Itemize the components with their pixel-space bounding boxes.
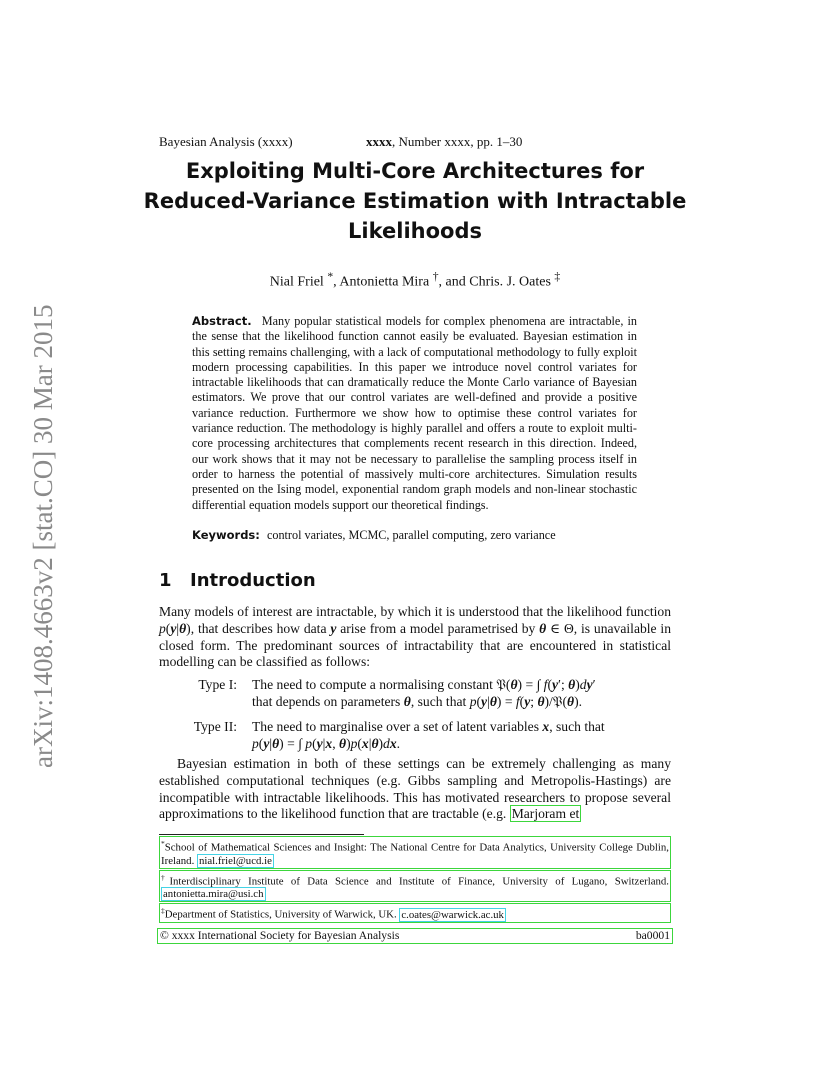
type-ii-text: The need to marginalise over a set of latent variables [252, 719, 543, 734]
email-link-friel[interactable]: nial.friel@ucd.ie [198, 854, 272, 867]
math-normalising-constant: 𝔓(θ) = ∫ f(y′; θ)dy′ [496, 677, 596, 692]
issue-details: , Number xxxx, pp. 1–30 [392, 134, 523, 149]
journal-name: Bayesian Analysis (xxxx) [159, 134, 293, 149]
citation-link-marjoram[interactable] [510, 805, 582, 822]
footnote-rule [159, 834, 364, 835]
math-theta: θ [539, 620, 547, 636]
intro-paragraph-2 [159, 756, 671, 823]
intro-paragraph-1: Many models of interest are intractable, by which it is understood that the likelihood function p(y|θ), that describes how data y arise from a model parametrised by θ ∈ Θ, is unavailable in closed form. The predominant sources of intractability that are encountered in statistical modelling can be classified as follows: [159, 604, 671, 670]
type-i-text: that depends on parameters [252, 694, 404, 709]
abstract [192, 314, 637, 513]
author-mark-1[interactable]: * [327, 270, 334, 283]
paper-title [140, 156, 690, 246]
type-i-text: The need to compute a normalising constant [252, 677, 497, 692]
author-friel: Nial Friel [269, 274, 324, 290]
type-ii-text: , such that [549, 719, 605, 734]
math-marginal: p(y|θ) = ∫ p(y|x, θ)p(x|θ)dx. [252, 736, 401, 751]
abstract-heading: Abstract. [192, 314, 252, 328]
citation-text: Marjoram et [511, 806, 580, 822]
author-oates: , and Chris. J. Oates [438, 274, 555, 290]
keywords-text: control variates, MCMC, parallel computing, zero variance [266, 528, 556, 542]
intro-text: arise from a model parametrised by [336, 620, 540, 636]
type-ii-description: The need to marginalise over a set of latent variables x, such that p(y|θ) = ∫ p(y|x, θ)p(x|θ)dx. [252, 719, 605, 751]
type-i-text: , such that [410, 694, 470, 709]
footnote-3[interactable] [159, 903, 671, 923]
page-footer[interactable] [157, 928, 673, 944]
type-ii-label: Type II: [193, 719, 237, 734]
author-list [159, 270, 671, 291]
footnotes [159, 836, 671, 924]
keywords-heading: Keywords: [192, 528, 260, 542]
intro-text: , is unavailable in closed form. The predominant sources of intractability that are encountered in statistical modelling can be classified as follows: [159, 620, 671, 670]
math-data: y [330, 620, 337, 636]
footnote-mark: * [161, 839, 165, 848]
footnote-text: Interdisciplinary Institute of Data Science and Institute of Finance, University of Lugano, Switzerland. [169, 875, 670, 888]
type-i-label: Type I: [198, 677, 237, 692]
issue-info [366, 134, 522, 150]
type-i-description: The need to compute a normalising constant 𝔓(θ) = ∫ f(y′; θ)dy′ that depends on parameters θ, such that p(y|θ) = f(y; θ)/𝔓(θ). [252, 677, 596, 709]
intro-text: Many models of interest are intractable, by which it is understood that the likelihood function [159, 604, 671, 619]
footnote-2[interactable] [159, 870, 671, 903]
title-line-1: Exploiting Multi-Core Architectures for [185, 159, 645, 183]
abstract-text: Many popular statistical models for complex phenomena are intractable, in the sense that the likelihood function cannot easily be evaluated. Bayesian estimation in this setting remains challenging, with a lack of computational methodology to fully exploit modern processing capabilities. In this paper we introduce novel control variates for intractable likelihoods that can dramatically reduce the Monte Carlo variance of Bayesian estimators. We prove that our control variates are well-defined and provide a positive variance reduction. Furthermore we show how to optimise these control variates for variance reduction. The methodology is highly parallel and offers a route to exploit multi-core processing architectures that complements recent research in this direction. Indeed, our work shows that it may not be necessary to parallelise the sampling process itself in order to harness the potential of massively multi-core architectures. Simulation results presented on the Ising model, exponential random graph models and non-linear stochastic differential equation models support our theoretical findings. [192, 314, 637, 512]
arxiv-stamp-text: arXiv:1408.4663v2 [stat.CO] 30 Mar 2015 [28, 304, 58, 768]
copyright-notice: © xxxx International Society for Bayesian Analysis [160, 929, 400, 942]
author-mark-3[interactable]: ‡ [554, 270, 561, 283]
section-number: 1 [159, 570, 172, 591]
math-likelihood: p [159, 620, 166, 636]
footnote-mark: † [161, 872, 170, 882]
footnote-1[interactable] [159, 836, 671, 869]
author-mark-2[interactable]: † [432, 270, 439, 283]
intro-text: Bayesian estimation in both of these settings can be extremely challenging as many established computational techniques (e.g. Gibbs sampling and Metropolis-Hastings) are incompatible with intractable likelihoods. This has motivated researchers to propose several approximations to the likelihood function that are tractable (e.g. [159, 756, 671, 822]
section-title: Introduction [190, 570, 316, 591]
math-likelihood-ratio: p(y|θ) = f(y; θ)/𝔓(θ). [469, 694, 583, 709]
author-mira: , Antonietta Mira [333, 274, 433, 290]
intro-text: , that describes how data [190, 620, 331, 636]
keywords [192, 528, 637, 543]
article-code: ba0001 [635, 929, 670, 942]
email-link-oates[interactable]: c.oates@warwick.ac.uk [401, 908, 504, 921]
footnote-text: School of Mathematical Sciences and Insight: The National Centre for Data Analytics, University College Dublin, Ireland. [161, 841, 669, 867]
footnote-mark: ‡ [161, 906, 165, 916]
title-line-2: Reduced-Variance Estimation with Intractable [143, 189, 687, 213]
title-line-3: Likelihoods [348, 219, 482, 243]
email-link-mira[interactable]: antonietta.mira@usi.ch [163, 888, 264, 901]
section-heading [159, 570, 316, 591]
footnote-text: Department of Statistics, University of Warwick, UK. [164, 908, 400, 921]
volume: xxxx [366, 134, 392, 149]
arxiv-identifier-stamp [8, 290, 68, 770]
